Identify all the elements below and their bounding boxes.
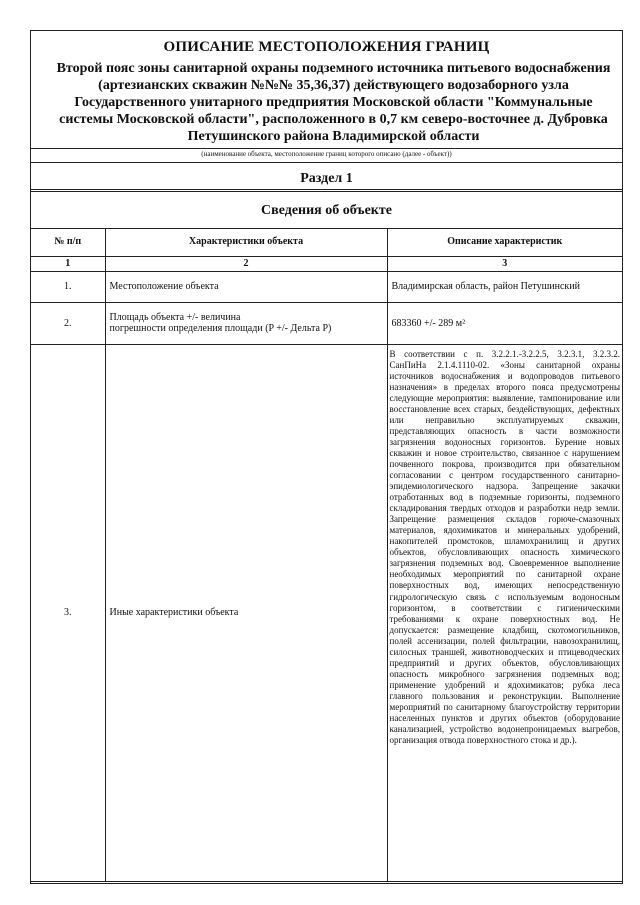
row-description: В соответствии с п. 3.2.2.1.-3.2.2.5, 3.2.3.1, 3.2.3.2. СанПиНа 2.1.4.1110-02. «Зоны санитарной охраны источников водоснабжения и водопроводов питьевого назначения» в пределах второго пояса предусмотрены следующие мероприятия: выявление, тампонирование или восстановление всех старых, бездействующих, дефектных или неправильно эксплуатируемых скважин, представляющих опасность в части возможности загрязнения водоносных горизонтов. Бурение новых скважин и новое строительство, связанное с нарушением почвенного покрова, производится при обязательном согласовании с центром государственного санитарно-эпидемиологического надзора. Запрещение закачки отработанных вод в подземные горизонты, подземного складирования твердых отходов и разработки недр земли. Запрещение размещения складов горюче-смазочных материалов, ядохимикатов и минеральных удобрений, накопителей промстоков, шламохранилищ и других объектов, обусловливающих опасность химического загрязнения подземных вод. Своевременное выполнение необходимых мероприятий по санитарной охране поверхностных вод, имеющих непосредственную гидрологическую связь с используемым водоносным горизонтом, в соответствии с гигиеническими требованиями к охране поверхностных вод. Не допускается: размещение кладбищ, скотомогильников, полей ассенизации, полей фильтрации, навозохранилищ, силосных траншей, животноводческих и птицеводческих предприятий и других объектов, обусловливающих опасность микробного загрязнения подземных вод; применение удобрений и ядохимикатов; рубка леса главного пользования и реконструкции. Выполнение мероприятий по санитарному благоустройству территории населенных пунктов и других объектов (оборудование канализацией, устройство водонепроницаемых выгребов, организация отвода поверхностного стока и др.). [387,344,622,881]
section-name: Раздел 1 [300,171,353,186]
row-number: 2. [31,302,105,344]
row-description: Владимирская область, район Петушинский [387,271,622,302]
table-row [31,302,622,344]
document-frame [30,30,623,884]
row-number: 1. [31,271,105,302]
row-characteristic [105,302,387,344]
document-subtitle: Второй пояс зоны санитарной охраны подземного источника питьевого водоснабжения (артезианских скважин №№№ 35,36,37) действующего водозаборного узла Государственного унитарного предприятия Московской области "Коммунальные системы Московской области", расположенного в 0,7 км северо-восточнее д. Дубровка Петушинского района Владимирской области [56,61,611,144]
row-characteristic: Иные характеристики объекта [105,344,387,881]
column-number-1: 1 [31,256,105,271]
document-header [31,31,622,162]
subtitle-underline [31,148,622,149]
header-divider [31,162,622,163]
column-number-row [31,256,622,271]
table-row [31,344,622,881]
row-number: 3. [31,344,105,881]
table-header-row [31,228,622,256]
header-num: № п/п [31,228,105,256]
subtitle-note: (наименование объекта, местоположение границ которого описано (далее - объект)) [201,150,452,158]
section-heading: Сведения об объекте [261,203,392,218]
row-characteristic-line1: Площадь объекта +/- величина [109,312,241,323]
table-row [31,271,622,302]
column-number-2: 2 [105,256,387,271]
row-description: 683360 +/- 289 м² [387,302,622,344]
row-characteristic-line2: погрешности определения площади (P +/- Дельта P) [109,323,332,334]
header-description: Описание характеристик [387,228,622,256]
header-characteristic: Характеристики объекта [105,228,387,256]
row-characteristic: Местоположение объекта [105,271,387,302]
section-divider [31,189,622,192]
document-title: ОПИСАНИЕ МЕСТОПОЛОЖЕНИЯ ГРАНИЦ [163,39,490,55]
object-info-table [31,228,622,882]
column-number-3: 3 [387,256,622,271]
